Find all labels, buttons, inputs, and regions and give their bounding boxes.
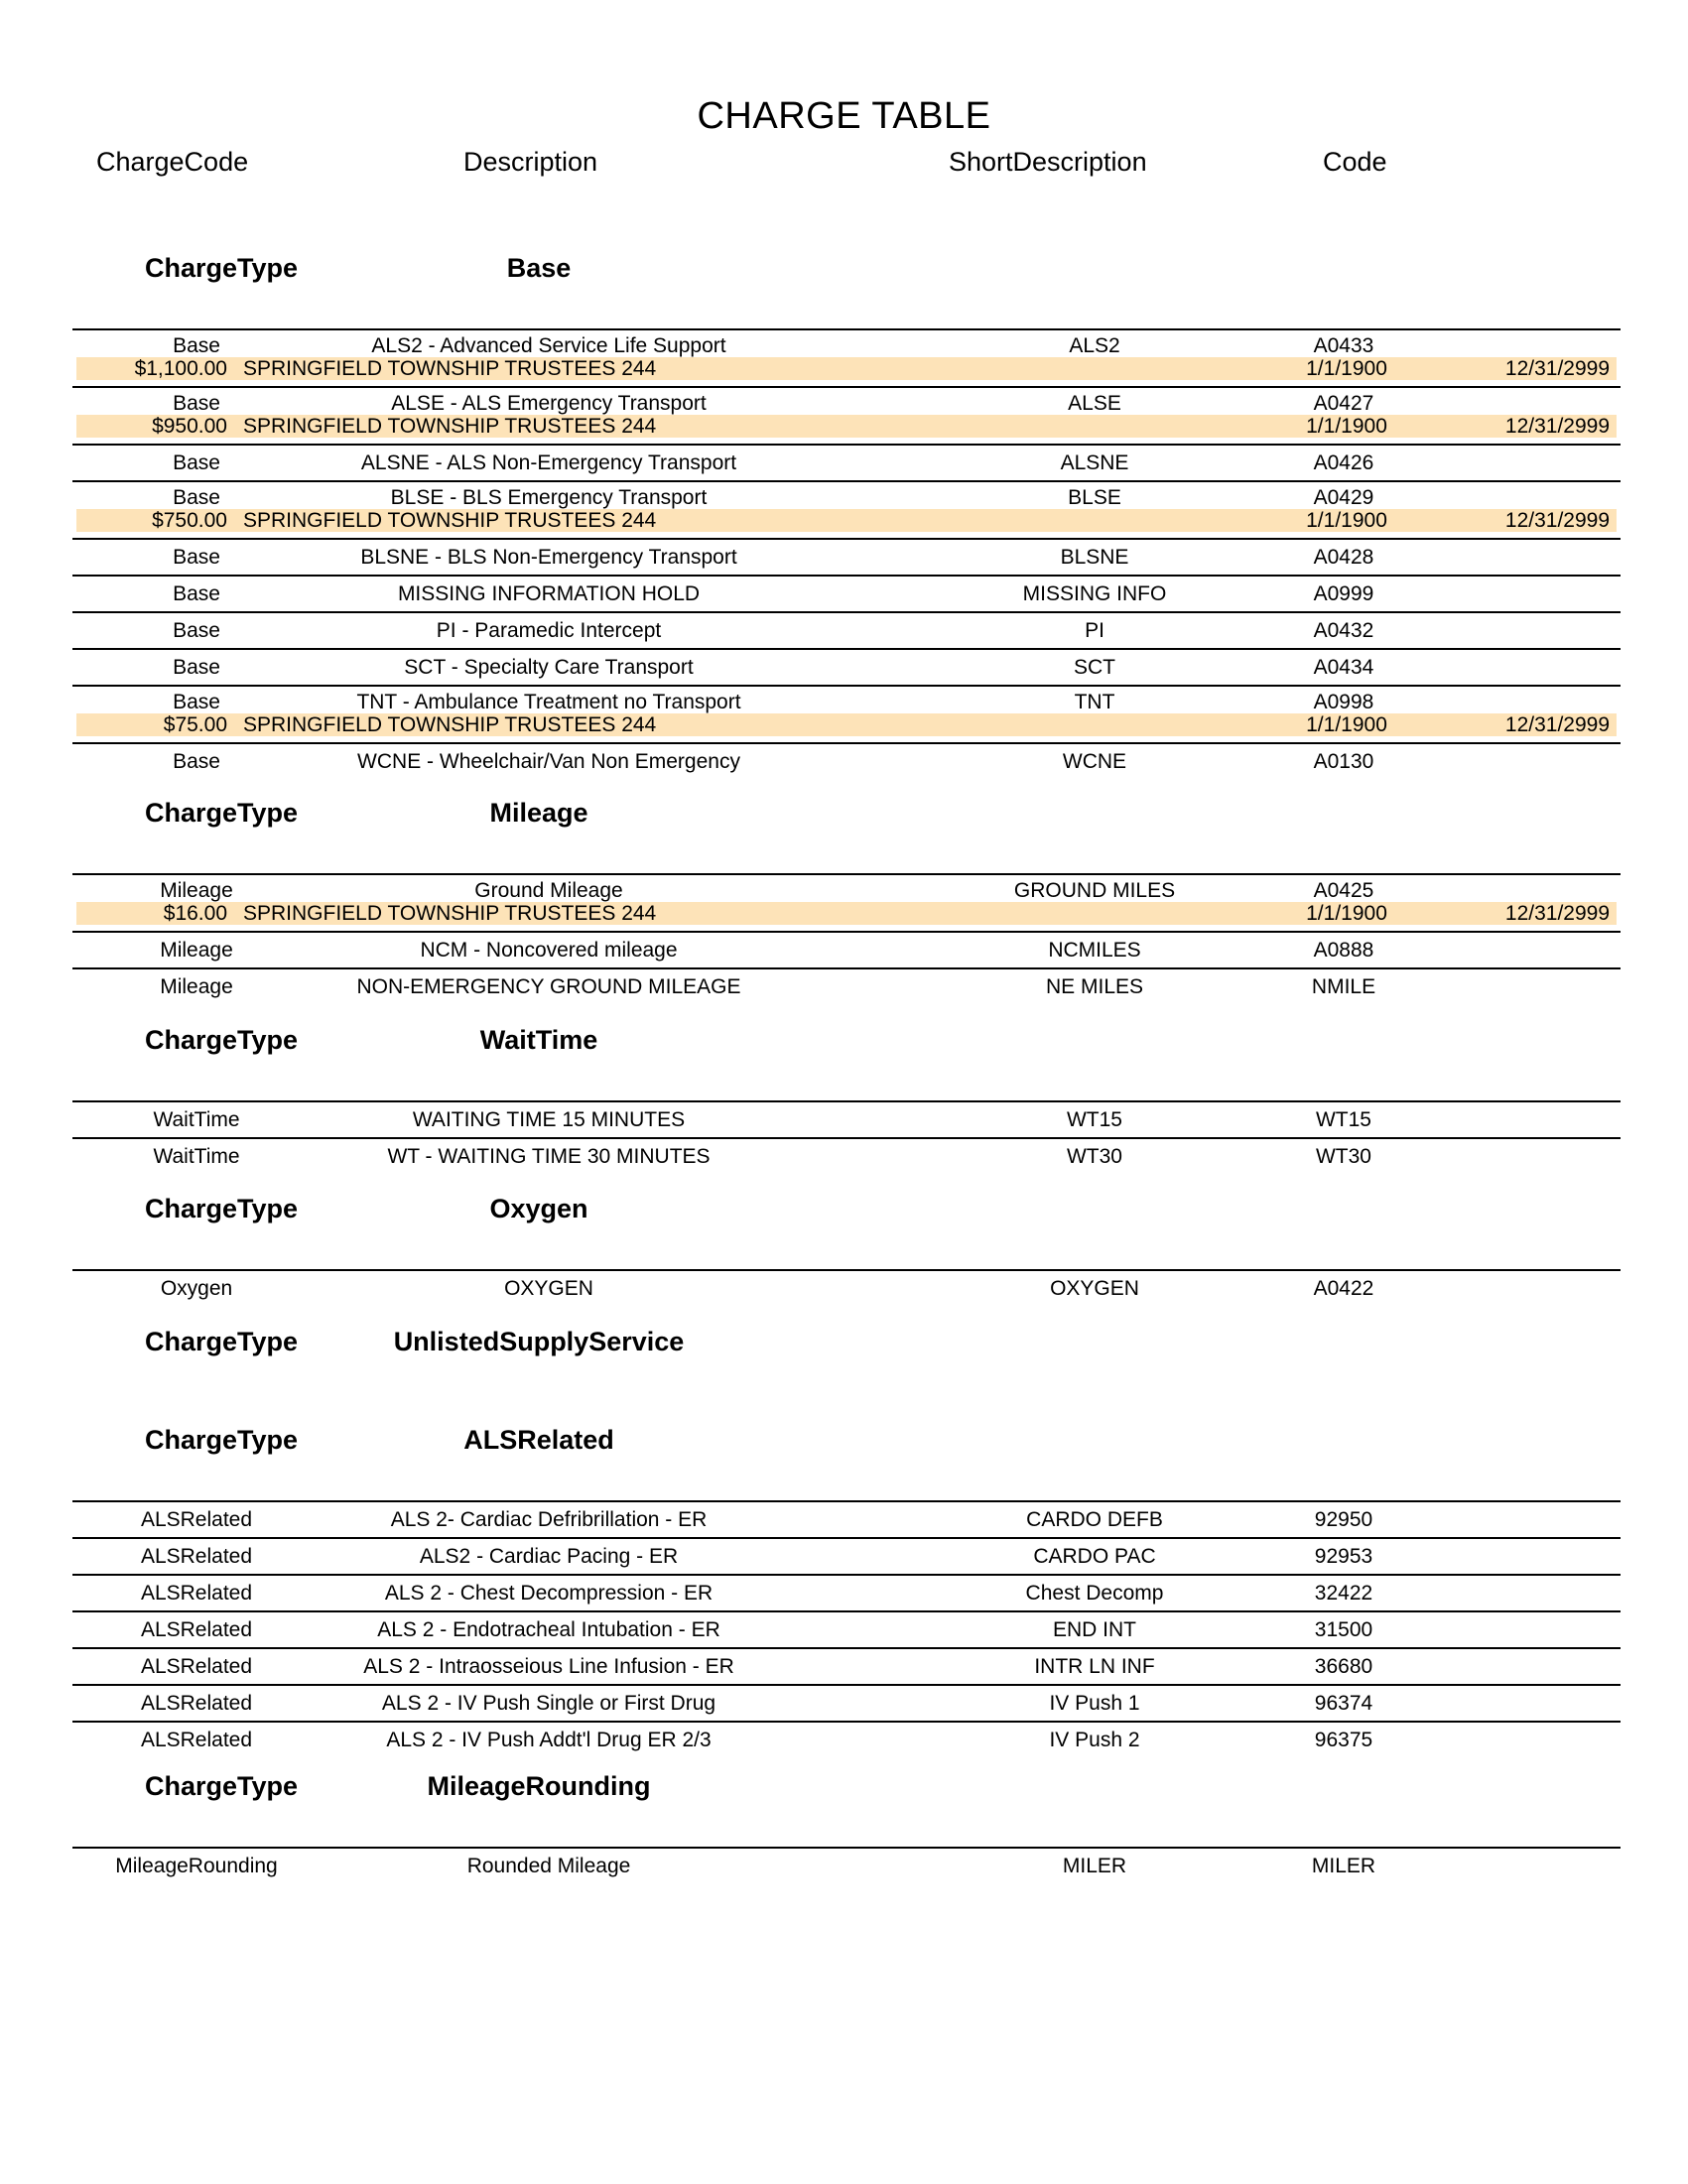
table-row <box>72 650 1621 687</box>
description-cell: ALSNE - ALS Non-Emergency Transport <box>360 451 737 474</box>
charge-type-value: Mileage <box>489 798 588 828</box>
charge-code-cell: ALSRelated <box>140 1618 253 1641</box>
section-header <box>0 253 1688 328</box>
effective-to-cell: 12/31/2999 <box>1504 509 1610 532</box>
description-cell: ALS 2 - IV Push Single or First Drug <box>381 1692 716 1715</box>
charge-code-cell: ALSRelated <box>140 1508 253 1531</box>
charge-code-cell: Base <box>173 546 220 569</box>
rate-detail-row <box>76 357 1617 380</box>
charge-code-cell: Mileage <box>160 975 233 998</box>
charge-code-cell: Base <box>173 334 220 357</box>
effective-to-cell: 12/31/2999 <box>1504 415 1610 438</box>
charge-table <box>72 873 1621 1004</box>
code-cell: A0422 <box>1313 1277 1374 1300</box>
charge-code-cell: ALSRelated <box>140 1729 253 1751</box>
table-row <box>72 388 1621 446</box>
description-cell: PI - Paramedic Intercept <box>436 619 662 642</box>
charge-code-cell: WaitTime <box>153 1108 240 1131</box>
charge-type-value: UnlistedSupplyService <box>393 1327 685 1356</box>
table-row <box>72 540 1621 577</box>
code-cell: A0429 <box>1313 486 1374 509</box>
charge-table <box>72 1500 1621 1757</box>
description-cell: Rounded Mileage <box>466 1855 631 1877</box>
code-cell: 32422 <box>1314 1582 1373 1605</box>
description-cell: BLSNE - BLS Non-Emergency Transport <box>360 546 737 569</box>
charge-code-cell: Base <box>173 582 220 605</box>
table-row <box>72 577 1621 613</box>
charge-type-value: WaitTime <box>479 1025 598 1055</box>
effective-from-cell: 1/1/1900 <box>1306 415 1387 438</box>
charge-code-cell: Oxygen <box>160 1277 233 1300</box>
code-cell: A0426 <box>1313 451 1374 474</box>
section-header <box>0 1194 1688 1269</box>
amount-cell: $950.00 <box>152 415 227 438</box>
code-cell: 96374 <box>1314 1692 1373 1715</box>
short-description-cell: ALS2 <box>1069 334 1120 357</box>
section-unlistedsupplyservice <box>0 1327 1688 1402</box>
code-cell: WT30 <box>1315 1145 1371 1168</box>
description-cell: MISSING INFORMATION HOLD <box>397 582 701 605</box>
table-row <box>72 1649 1621 1686</box>
description-cell: ALSE - ALS Emergency Transport <box>391 392 707 415</box>
short-description-cell: GROUND MILES <box>1013 879 1176 902</box>
column-header-chargecode: ChargeCode <box>96 147 249 177</box>
section-header <box>0 1327 1688 1402</box>
code-cell: 92953 <box>1314 1545 1373 1568</box>
effective-from-cell: 1/1/1900 <box>1306 509 1387 532</box>
code-cell: A0999 <box>1313 582 1374 605</box>
customer-cell: SPRINGFIELD TOWNSHIP TRUSTEES 244 <box>243 902 657 925</box>
code-cell: WT15 <box>1315 1108 1371 1131</box>
section-header <box>0 1025 1688 1100</box>
short-description-cell: ALSE <box>1068 392 1121 415</box>
code-cell: A0434 <box>1313 656 1374 679</box>
charge-table <box>72 1100 1621 1174</box>
description-cell: WCNE - Wheelchair/Van Non Emergency <box>357 750 740 773</box>
charge-type-value: Base <box>506 253 572 283</box>
short-description-cell: PI <box>1085 619 1104 642</box>
description-cell: ALS 2 - Intraosseious Line Infusion - ER <box>363 1655 734 1678</box>
charge-type-label: ChargeType <box>145 253 299 283</box>
short-description-cell: Chest Decomp <box>1025 1582 1164 1605</box>
charge-type-label: ChargeType <box>145 1194 299 1223</box>
charge-type-label: ChargeType <box>145 1425 299 1455</box>
table-row <box>72 875 1621 933</box>
rate-detail-row <box>76 713 1617 736</box>
charge-code-cell: ALSRelated <box>140 1692 253 1715</box>
section-oxygen <box>0 1194 1688 1306</box>
charge-type-label: ChargeType <box>145 1025 299 1055</box>
description-cell: WT - WAITING TIME 30 MINUTES <box>387 1145 711 1168</box>
description-cell: ALS2 - Advanced Service Life Support <box>371 334 726 357</box>
table-row <box>72 1849 1621 1883</box>
description-cell: NON-EMERGENCY GROUND MILEAGE <box>356 975 741 998</box>
effective-from-cell: 1/1/1900 <box>1306 713 1387 736</box>
section-header <box>0 798 1688 873</box>
code-cell: 31500 <box>1314 1618 1373 1641</box>
rate-detail-row <box>76 902 1617 925</box>
effective-from-cell: 1/1/1900 <box>1306 357 1387 380</box>
short-description-cell: END INT <box>1053 1618 1136 1641</box>
charge-table <box>72 1847 1621 1883</box>
short-description-cell: NE MILES <box>1045 975 1144 998</box>
short-description-cell: CARDO PAC <box>1033 1545 1156 1568</box>
table-row <box>72 482 1621 540</box>
table-row <box>72 1723 1621 1757</box>
section-header <box>0 1771 1688 1847</box>
charge-type-value: Oxygen <box>489 1194 588 1223</box>
table-row <box>72 1502 1621 1539</box>
table-row <box>72 1686 1621 1723</box>
short-description-cell: CARDO DEFB <box>1026 1508 1163 1531</box>
table-row <box>72 933 1621 969</box>
effective-from-cell: 1/1/1900 <box>1306 902 1387 925</box>
column-header-description: Description <box>463 147 598 177</box>
table-row <box>72 1539 1621 1576</box>
section-alsrelated <box>0 1425 1688 1757</box>
description-cell: ALS 2 - Endotracheal Intubation - ER <box>377 1618 720 1641</box>
code-cell: 96375 <box>1314 1729 1373 1751</box>
charge-code-cell: Base <box>173 486 220 509</box>
rate-detail-row <box>76 509 1617 532</box>
short-description-cell: ALSNE <box>1060 451 1129 474</box>
page-title: CHARGE TABLE <box>697 95 991 137</box>
description-cell: WAITING TIME 15 MINUTES <box>412 1108 686 1131</box>
code-cell: A0888 <box>1313 939 1374 962</box>
description-cell: ALS 2- Cardiac Defribrillation - ER <box>390 1508 708 1531</box>
charge-code-cell: Mileage <box>160 939 233 962</box>
charge-code-cell: Base <box>173 392 220 415</box>
column-header-code: Code <box>1323 147 1387 177</box>
customer-cell: SPRINGFIELD TOWNSHIP TRUSTEES 244 <box>243 357 657 380</box>
charge-code-cell: Base <box>173 656 220 679</box>
short-description-cell: SCT <box>1074 656 1115 679</box>
description-cell: NCM - Noncovered mileage <box>420 939 678 962</box>
amount-cell: $1,100.00 <box>134 357 227 380</box>
amount-cell: $16.00 <box>163 902 227 925</box>
table-row <box>72 446 1621 482</box>
section-header <box>0 1425 1688 1500</box>
code-cell: A0432 <box>1313 619 1374 642</box>
charge-code-cell: Base <box>173 451 220 474</box>
effective-to-cell: 12/31/2999 <box>1504 713 1610 736</box>
short-description-cell: IV Push 1 <box>1049 1692 1140 1715</box>
code-cell: A0428 <box>1313 546 1374 569</box>
rate-detail-row <box>76 415 1617 438</box>
description-cell: SCT - Specialty Care Transport <box>404 656 694 679</box>
table-row <box>72 330 1621 388</box>
effective-to-cell: 12/31/2999 <box>1504 902 1610 925</box>
table-row <box>72 1139 1621 1174</box>
code-cell: MILER <box>1311 1855 1376 1877</box>
charge-type-label: ChargeType <box>145 1771 299 1801</box>
customer-cell: SPRINGFIELD TOWNSHIP TRUSTEES 244 <box>243 509 657 532</box>
charge-code-cell: MileageRounding <box>115 1855 278 1877</box>
description-cell: BLSE - BLS Emergency Transport <box>390 486 708 509</box>
table-row <box>72 687 1621 744</box>
charge-type-value: MileageRounding <box>427 1771 651 1801</box>
table-row <box>72 969 1621 1004</box>
short-description-cell: INTR LN INF <box>1034 1655 1155 1678</box>
section-mileage <box>0 798 1688 1004</box>
table-row <box>72 613 1621 650</box>
description-cell: Ground Mileage <box>474 879 623 902</box>
charge-code-cell: Base <box>173 619 220 642</box>
table-row <box>72 744 1621 779</box>
code-cell: NMILE <box>1311 975 1376 998</box>
customer-cell: SPRINGFIELD TOWNSHIP TRUSTEES 244 <box>243 713 657 736</box>
effective-to-cell: 12/31/2999 <box>1504 357 1610 380</box>
short-description-cell: WT15 <box>1066 1108 1122 1131</box>
code-cell: 36680 <box>1314 1655 1373 1678</box>
code-cell: A0130 <box>1313 750 1374 773</box>
short-description-cell: MISSING INFO <box>1022 582 1167 605</box>
table-row <box>72 1612 1621 1649</box>
column-header-shortdescription: ShortDescription <box>949 147 1147 177</box>
code-cell: A0425 <box>1313 879 1374 902</box>
customer-cell: SPRINGFIELD TOWNSHIP TRUSTEES 244 <box>243 415 657 438</box>
short-description-cell: TNT <box>1074 691 1115 713</box>
table-row <box>72 1102 1621 1139</box>
code-cell: 92950 <box>1314 1508 1373 1531</box>
charge-code-cell: Mileage <box>160 879 233 902</box>
charge-type-label: ChargeType <box>145 1327 299 1356</box>
charge-table <box>72 1269 1621 1306</box>
section-waittime <box>0 1025 1688 1174</box>
code-cell: A0998 <box>1313 691 1374 713</box>
table-row <box>72 1271 1621 1306</box>
short-description-cell: BLSE <box>1068 486 1121 509</box>
code-cell: A0433 <box>1313 334 1374 357</box>
code-cell: A0427 <box>1313 392 1374 415</box>
charge-code-cell: ALSRelated <box>140 1655 253 1678</box>
charge-code-cell: WaitTime <box>153 1145 240 1168</box>
charge-type-value: ALSRelated <box>463 1425 614 1455</box>
charge-code-cell: ALSRelated <box>140 1545 253 1568</box>
charge-table <box>72 328 1621 779</box>
amount-cell: $750.00 <box>152 509 227 532</box>
short-description-cell: WT30 <box>1066 1145 1122 1168</box>
short-description-cell: OXYGEN <box>1050 1277 1139 1300</box>
amount-cell: $75.00 <box>163 713 227 736</box>
short-description-cell: IV Push 2 <box>1049 1729 1140 1751</box>
charge-code-cell: Base <box>173 750 220 773</box>
section-mileagerounding <box>0 1771 1688 1883</box>
short-description-cell: NCMILES <box>1048 939 1141 962</box>
description-cell: ALS2 - Cardiac Pacing - ER <box>419 1545 679 1568</box>
charge-code-cell: ALSRelated <box>140 1582 253 1605</box>
charge-type-label: ChargeType <box>145 798 299 828</box>
short-description-cell: WCNE <box>1062 750 1127 773</box>
description-cell: ALS 2 - IV Push Addt'l Drug ER 2/3 <box>386 1729 712 1751</box>
description-cell: ALS 2 - Chest Decompression - ER <box>384 1582 714 1605</box>
description-cell: TNT - Ambulance Treatment no Transport <box>356 691 741 713</box>
short-description-cell: MILER <box>1062 1855 1127 1877</box>
charge-code-cell: Base <box>173 691 220 713</box>
short-description-cell: BLSNE <box>1060 546 1129 569</box>
table-row <box>72 1576 1621 1612</box>
section-base <box>0 253 1688 779</box>
description-cell: OXYGEN <box>504 1277 593 1300</box>
